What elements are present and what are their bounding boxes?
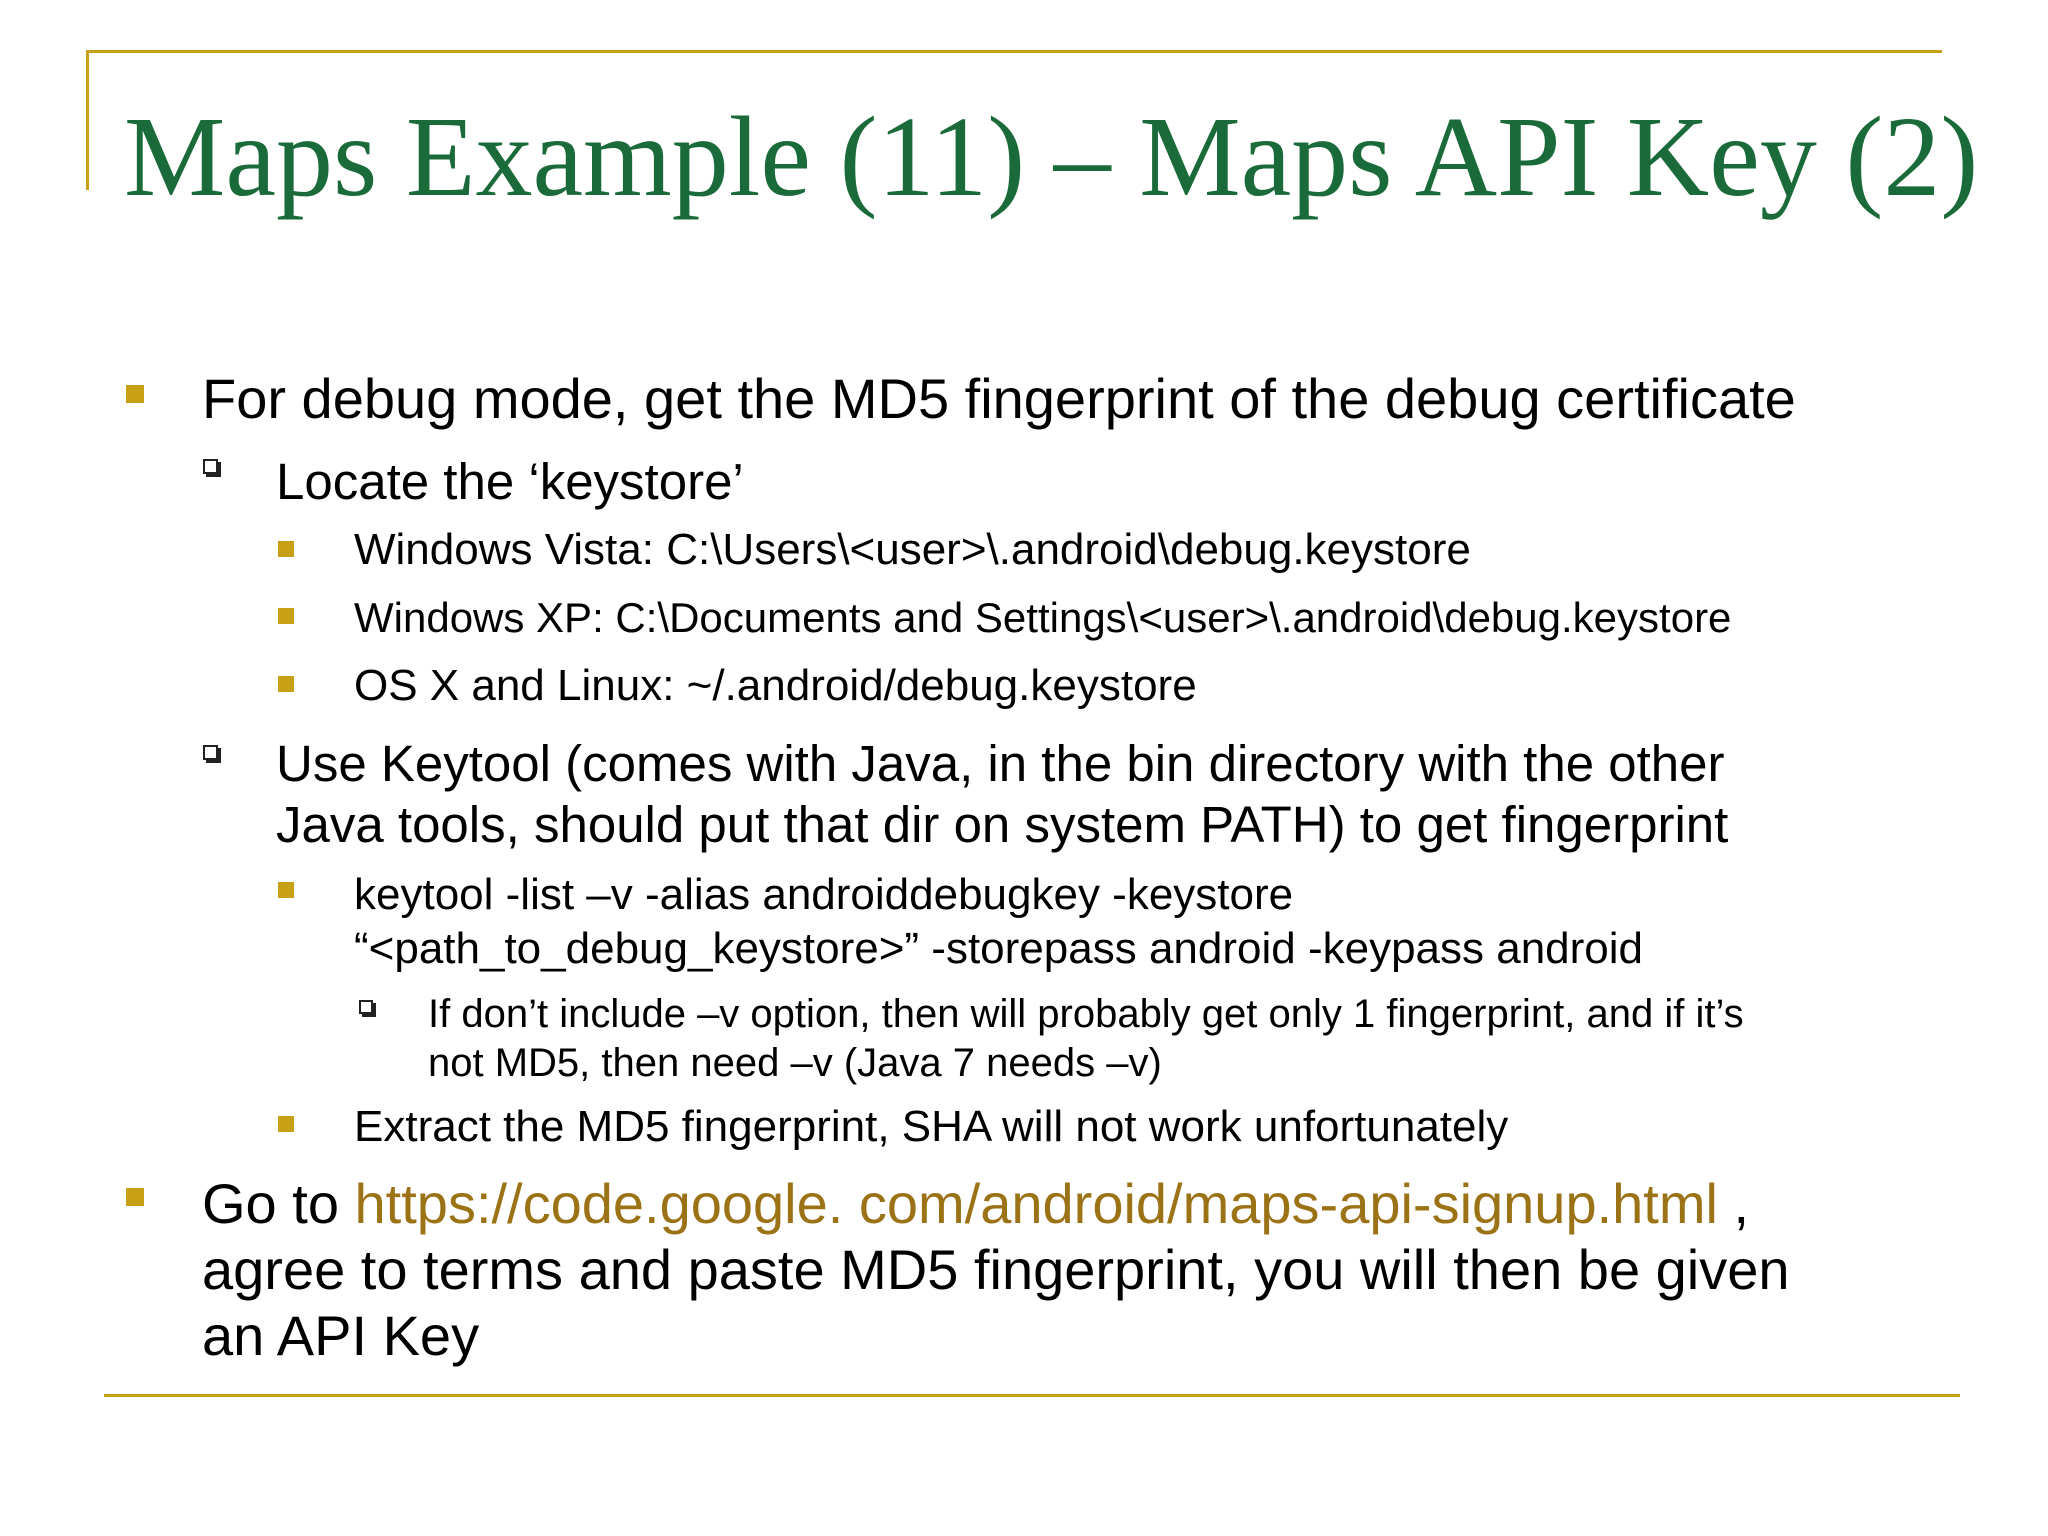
- filled-square-bullet-icon: [278, 541, 294, 557]
- bullet-go-to-signup: [202, 1171, 1790, 1369]
- bullet-keytool-command-line1: keytool -list –v -alias androiddebugkey -keystore: [354, 870, 1294, 919]
- bullet-debug-mode: For debug mode, get the MD5 fingerprint of the debug certificate: [202, 367, 1796, 430]
- filled-square-bullet-icon: [126, 385, 144, 403]
- bullet-use-keytool-line2: Java tools, should put that dir on system PATH) to get fingerprint: [276, 796, 1729, 853]
- bullet-keytool-command-line2: “<path_to_debug_keystore>” -storepass android -keypass android: [354, 924, 1644, 973]
- bullet-keytool-command: [354, 868, 1643, 976]
- filled-square-bullet-icon: [126, 1188, 144, 1206]
- slide-title: Maps Example (11) – Maps API Key (2): [124, 93, 1979, 220]
- go-to-prefix: Go to: [202, 1172, 355, 1235]
- bullet-windows-vista-path: Windows Vista: C:\Users\<user>\.android\debug.keystore: [354, 525, 1471, 574]
- bullet-v-option-note-line2: not MD5, then need –v (Java 7 needs –v): [428, 1041, 1162, 1085]
- bullet-use-keytool: [276, 733, 1728, 855]
- bullet-v-option-note-line1: If don’t include –v option, then will probably get only 1 fingerprint, and if it’s: [428, 992, 1744, 1036]
- bullet-v-option-note: [428, 990, 1744, 1088]
- bullet-windows-xp-path: Windows XP: C:\Documents and Settings\<user>\.android\debug.keystore: [354, 594, 1732, 641]
- frame-left-rule: [86, 50, 89, 190]
- bullet-extract-md5: Extract the MD5 fingerprint, SHA will not work unfortunately: [354, 1102, 1509, 1151]
- bullet-locate-keystore: Locate the ‘keystore’: [276, 453, 744, 510]
- bullet-go-to-signup-line1: [202, 1171, 1790, 1237]
- maps-api-signup-link[interactable]: https://code.google. com/android/maps-api-signup.html: [354, 1172, 1718, 1235]
- bullet-go-to-signup-line3: an API Key: [202, 1304, 480, 1367]
- bullet-go-to-signup-line2: agree to terms and paste MD5 fingerprint, you will then be given: [202, 1238, 1790, 1301]
- hollow-square-bullet-icon: [203, 459, 218, 474]
- hollow-square-bullet-icon: [359, 1000, 373, 1014]
- filled-square-bullet-icon: [278, 882, 294, 898]
- bullet-use-keytool-line1: Use Keytool (comes with Java, in the bin directory with the other: [276, 735, 1725, 792]
- filled-square-bullet-icon: [278, 1116, 294, 1132]
- hollow-square-bullet-icon: [203, 745, 218, 760]
- frame-top-rule: [86, 50, 1942, 53]
- filled-square-bullet-icon: [278, 676, 294, 692]
- go-to-suffix: ,: [1717, 1172, 1750, 1235]
- bullet-osx-linux-path: OS X and Linux: ~/.android/debug.keystore: [354, 661, 1197, 710]
- filled-square-bullet-icon: [278, 608, 294, 624]
- frame-bottom-rule: [104, 1394, 1960, 1397]
